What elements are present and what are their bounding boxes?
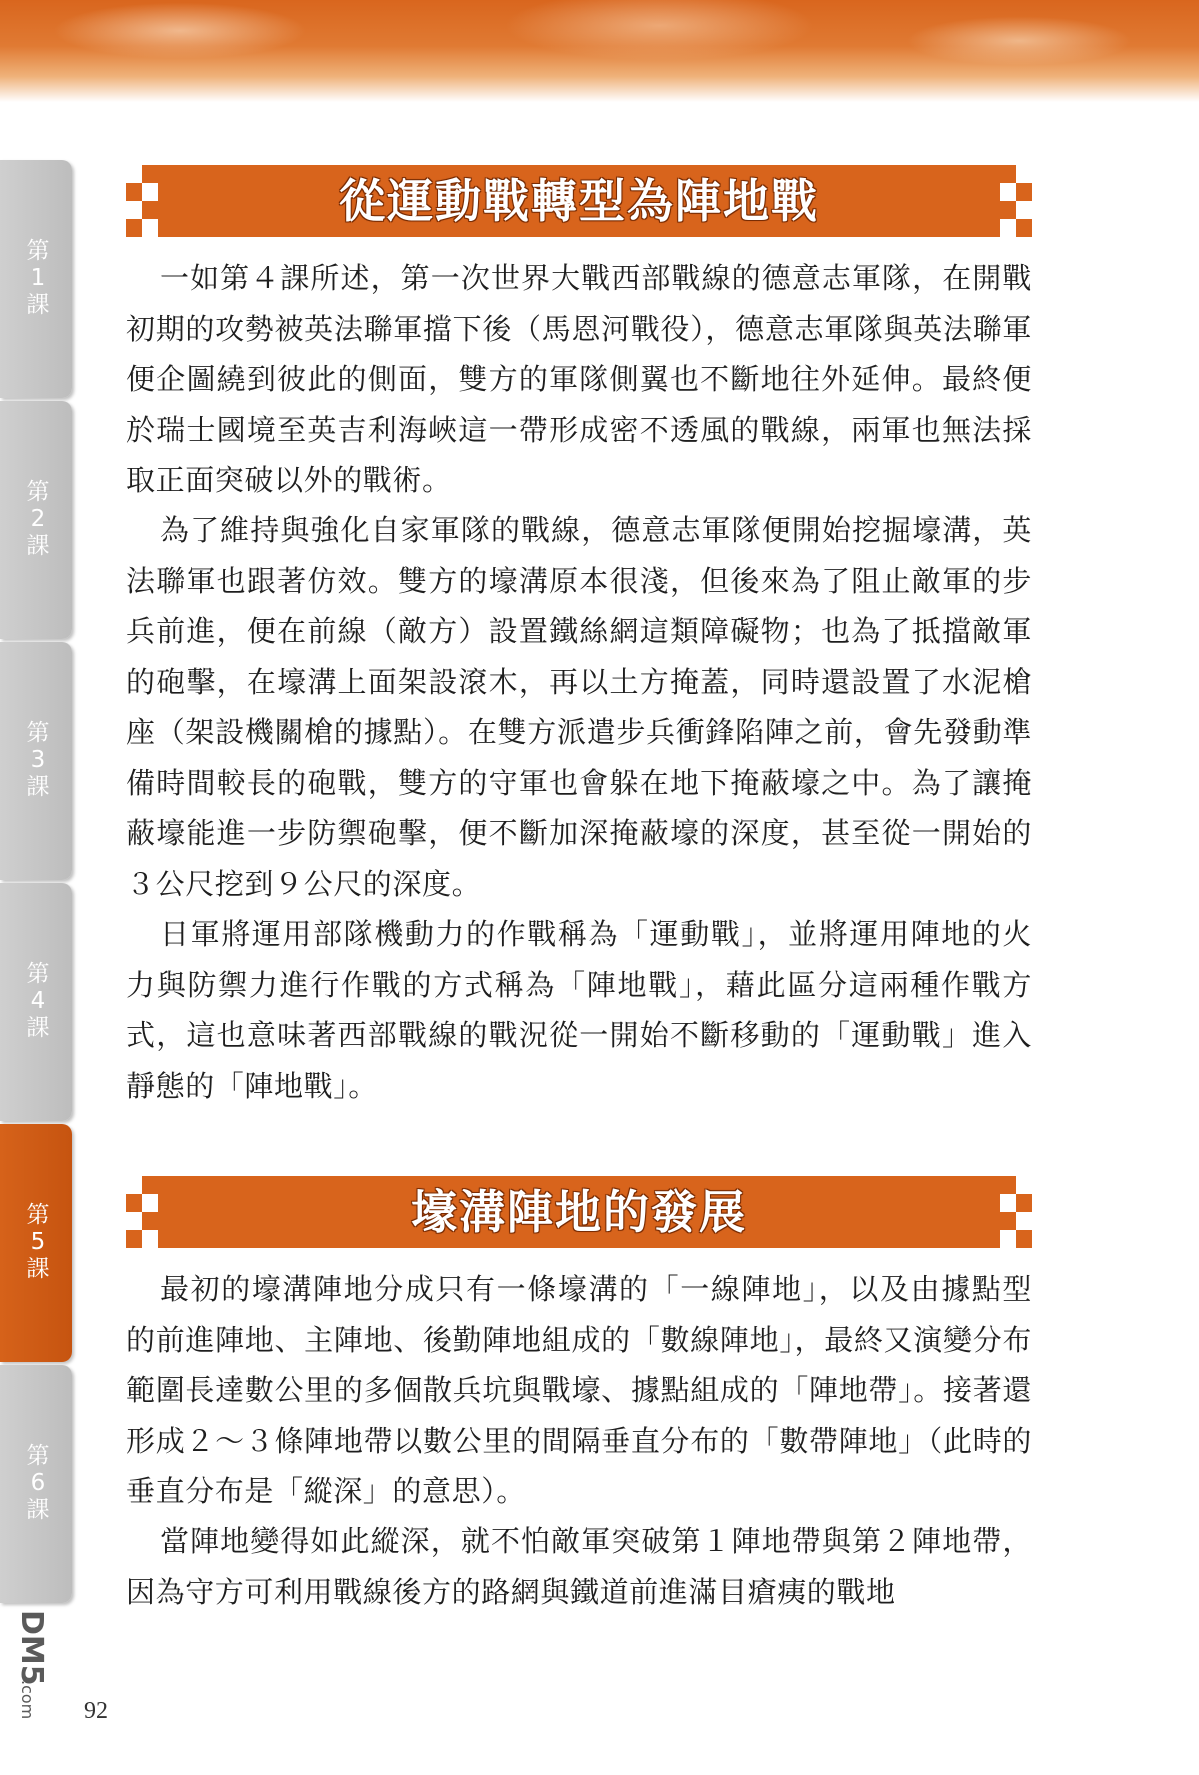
tab-label: 第 1 課: [26, 238, 50, 318]
section-header: [126, 1176, 1032, 1248]
page-number: 92: [84, 1698, 108, 1724]
paragraph: 最初的壕溝陣地分成只有一條壕溝的「一線陣地」，以及由據點型的前進陣地、主陣地、後勤陣地組成的「數線陣地」，最終又演變分布範圍長達數公里的多個散兵坑與戰壕、據點組成的「陣地帶」。接著還形成２〜３條陣地帶以數公里的間隔垂直分布的「數帶陣地」（此時的垂直分布是「縱深」的意思）。: [126, 1272, 1032, 1508]
tab-label: 第 6 課: [26, 1443, 50, 1523]
checker-pattern: [1000, 1176, 1032, 1248]
tab-lesson-3[interactable]: [0, 642, 72, 880]
tab-label: 第 3 課: [26, 720, 50, 800]
paragraph: 為了維持與強化自家軍隊的戰線，德意志軍隊便開始挖掘壕溝，英法聯軍也跟著仿效。雙方的壕溝原本很淺，但後來為了阻止敵軍的步兵前進，便在前線（敵方）設置鐵絲網這類障礙物；也為了抵擋敵軍的砲擊，在壕溝上面架設滾木，再以土方掩蓋，同時還設置了水泥槍座（架設機關槍的據點）。在雙方派遣步兵衝鋒陷陣之前，會先發動準備時間較長的砲戰，雙方的守軍也會躲在地下掩蔽壕之中。為了讓掩蔽壕能進一步防禦砲擊，便不斷加深掩蔽壕的深度，甚至從一開始的３公尺挖到９公尺的深度。: [126, 513, 1032, 901]
paragraph: 一如第４課所述，第一次世界大戰西部戰線的德意志軍隊，在開戰初期的攻勢被英法聯軍擋下後（馬恩河戰役），德意志軍隊與英法聯軍便企圖繞到彼此的側面，雙方的軍隊側翼也不斷地往外延伸。最終便於瑞士國境至英吉利海峽這一帶形成密不透風的戰線，兩軍也無法採取正面突破以外的戰術。: [126, 261, 1032, 497]
header-decorative-band: [0, 0, 1199, 102]
checker-pattern: [126, 1176, 158, 1248]
tab-lesson-5[interactable]: [0, 1124, 72, 1362]
section-title: 壕溝陣地的發展: [411, 1185, 747, 1239]
watermark-logo: [14, 1610, 52, 1760]
svg-text:DM5: DM5: [14, 1610, 49, 1686]
tab-label: 第 4 課: [26, 961, 50, 1041]
tab-lesson-6[interactable]: [0, 1365, 72, 1603]
tab-lesson-2[interactable]: [0, 401, 72, 639]
tab-label: 第 5 課: [26, 1202, 50, 1282]
paragraph: 日軍將運用部隊機動力的作戰稱為「運動戰」，並將運用陣地的火力與防禦力進行作戰的方式稱為「陣地戰」，藉此區分這兩種作戰方式，這也意味著西部戰線的戰況從一開始不斷移動的「運動戰」進入靜態的「陣地戰」。: [126, 917, 1032, 1103]
section-title: 從運動戰轉型為陣地戰: [339, 174, 819, 228]
tab-lesson-1[interactable]: [0, 160, 72, 398]
tab-label: 第 2 課: [26, 479, 50, 559]
checker-pattern: [1000, 165, 1032, 237]
paragraph: 當陣地變得如此縱深，就不怕敵軍突破第１陣地帶與第２陣地帶，因為守方可利用戰線後方的路網與鐵道前進滿目瘡痍的戰地: [126, 1524, 1032, 1609]
checker-pattern: [126, 165, 158, 237]
svg-text:.com: .com: [18, 1680, 37, 1720]
section-header: [126, 165, 1032, 237]
tab-lesson-4[interactable]: [0, 883, 72, 1121]
